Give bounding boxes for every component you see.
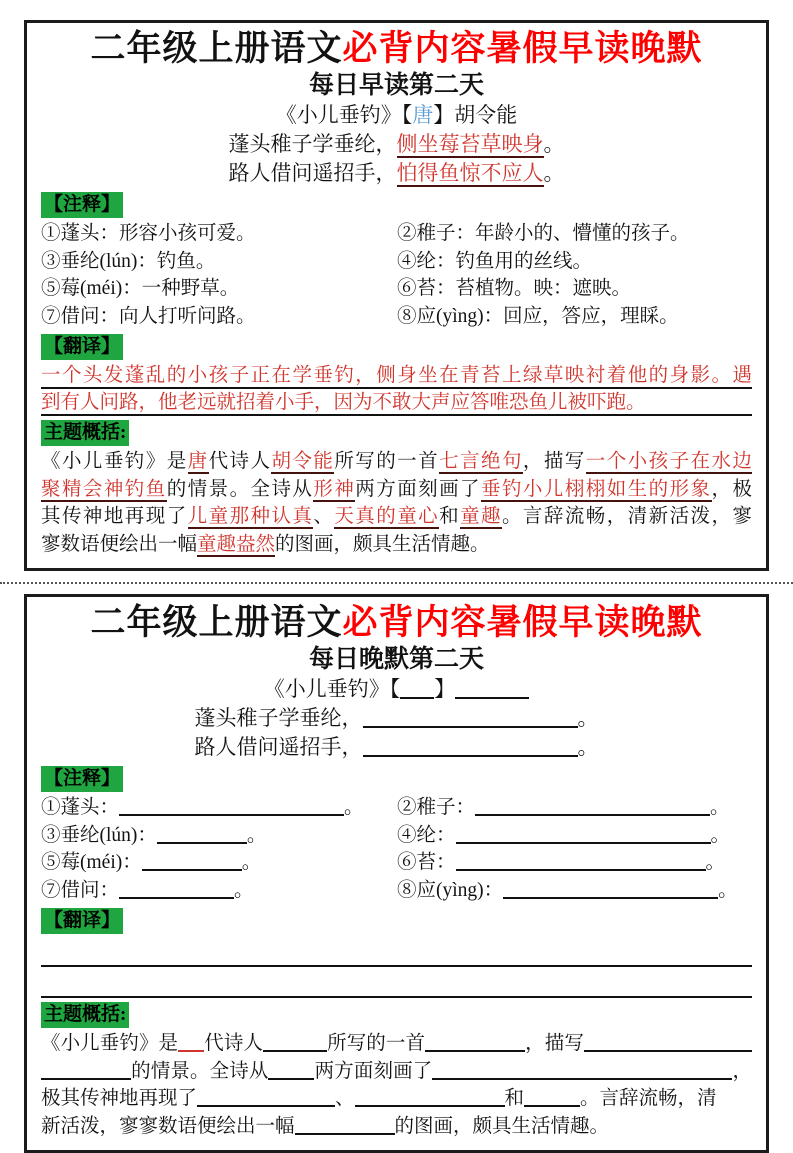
text-run: 。 xyxy=(577,735,599,759)
text-run: 。 xyxy=(718,879,738,901)
text-run: 其传神地再现了 xyxy=(41,506,188,527)
text-run: 新活泼，寥寥数语便绘出一幅 xyxy=(41,1115,295,1137)
text-run: 《小儿垂钓》【 xyxy=(263,677,401,701)
text-run: ， xyxy=(732,1060,752,1082)
fill-in-blank xyxy=(524,1090,580,1107)
fill-in-blank xyxy=(363,739,578,757)
text-run: 、 xyxy=(335,1088,355,1109)
text-run: 。 xyxy=(246,824,267,846)
note-item: ⑥苔：苔植物。映：遮映。 xyxy=(397,278,632,299)
theme-line xyxy=(41,1085,752,1113)
text-run: 路人借问遥招手， xyxy=(228,161,397,185)
notes-label: 【注释】 xyxy=(41,192,123,218)
fill-in-blank xyxy=(363,710,578,728)
notes-label: 【注释】 xyxy=(41,766,123,792)
fill-in-blank xyxy=(425,1035,525,1052)
answer-text: 童趣 xyxy=(460,506,502,527)
text-run: ⑥苔： xyxy=(397,852,456,873)
text-run: ⑤莓(méi)： xyxy=(41,852,142,873)
note-item: ②稚子：年龄小的、懵懂的孩子。 xyxy=(397,223,690,244)
text-run: ，极 xyxy=(711,478,752,500)
text-run: 。 xyxy=(543,132,565,156)
theme-line xyxy=(41,476,752,504)
note-item: ⑤莓(méi)：一种野草。 xyxy=(41,278,240,299)
fill-in-blank xyxy=(456,827,711,844)
answer-text: 形神 xyxy=(313,478,356,500)
note-item: ③垂纶(lún)：钓鱼。 xyxy=(41,250,216,272)
translation-text-line: 一个头发蓬乱的小孩子正在学垂钓，侧身坐在青苔上绿草映衬着他的身影。遇 xyxy=(41,362,752,389)
text-run: 。 xyxy=(705,852,726,873)
text-run: 《小儿垂钓》【 xyxy=(275,103,413,127)
text-run: 。 xyxy=(577,706,599,730)
note-item: ④纶：钓鱼用的丝线。 xyxy=(397,250,593,272)
morning-subtitle: 每日早读第二天 xyxy=(308,72,484,99)
text-run: 、 xyxy=(313,506,335,527)
translation-label: 【翻译】 xyxy=(41,334,123,360)
evening-dictation-section xyxy=(24,594,769,1153)
fill-in-blank xyxy=(400,681,434,699)
theme-line xyxy=(41,503,752,531)
text-run: ⑦借问： xyxy=(41,879,120,901)
text-run: 。 xyxy=(344,797,364,818)
page-title-red: 必背内容暑假早读晚默 xyxy=(342,603,703,642)
note-item xyxy=(397,849,752,877)
text-run: 代诗人 xyxy=(204,1033,264,1054)
fill-in-blank xyxy=(456,854,706,871)
text-run: 】胡令能 xyxy=(433,103,518,127)
text-run: ②稚子： xyxy=(397,797,476,818)
note-item xyxy=(41,849,397,877)
page-title-black: 二年级上册语文 xyxy=(90,29,343,68)
fill-in-blank xyxy=(263,1035,327,1052)
note-item xyxy=(397,822,752,850)
notes-grid xyxy=(41,220,752,330)
note-item xyxy=(41,794,397,822)
page-title xyxy=(41,601,752,645)
translation-blank-line xyxy=(41,967,752,998)
poem-line-2 xyxy=(41,733,752,762)
fill-in-blank xyxy=(475,799,710,816)
note-item xyxy=(397,794,752,822)
fill-in-blank xyxy=(295,1118,395,1135)
note-item: ⑧应(yìng)：回应，答应，理睬。 xyxy=(397,305,679,327)
text-run: ④纶： xyxy=(397,824,456,846)
answer-text: 一个小孩子在水边 xyxy=(585,451,752,472)
theme-line xyxy=(41,531,752,559)
translation-blank-line xyxy=(41,936,752,967)
poem-line-1 xyxy=(41,704,752,733)
fill-in-blank xyxy=(355,1090,505,1107)
translation-text-line: 到有人问路，他老远就招着小手，因为不敢大声应答唯恐鱼儿被吓跑。 xyxy=(41,389,752,416)
fill-in-blank xyxy=(432,1063,732,1080)
translation-label: 【翻译】 xyxy=(41,908,123,934)
text-run: 的情景。全诗从 xyxy=(166,478,314,500)
worksheet-page xyxy=(0,20,793,1142)
answer-text: 童趣盎然 xyxy=(197,533,276,555)
text-run: 。 xyxy=(543,161,565,185)
poem-line-1 xyxy=(41,130,752,159)
fill-in-blank xyxy=(119,799,344,816)
theme-label: 主题概括: xyxy=(41,1002,129,1028)
text-run: 的图画，颇具生活情趣。 xyxy=(275,533,490,555)
morning-reading-section xyxy=(24,20,769,571)
text-run: 的图画，颇具生活情趣。 xyxy=(394,1115,610,1137)
fill-in-blank xyxy=(157,827,247,844)
theme-line xyxy=(41,448,752,476)
text-run: 的情景。全诗从 xyxy=(131,1060,269,1082)
page-title-black: 二年级上册语文 xyxy=(90,603,343,642)
text-run: 。言辞流畅，清新活泼，寥 xyxy=(501,506,752,527)
text-run: 。言辞流畅，清 xyxy=(580,1088,717,1109)
text-run: 所写的一首 xyxy=(327,1033,426,1054)
theme-line xyxy=(41,1030,752,1058)
answer-text: 唐 xyxy=(187,451,209,472)
page-separator xyxy=(0,582,793,584)
dynasty-text: 唐 xyxy=(412,103,434,127)
answer-text: 胡令能 xyxy=(271,451,335,472)
text-run: 。 xyxy=(234,879,254,901)
page-title-red: 必背内容暑假早读晚默 xyxy=(342,29,703,68)
fill-in-blank xyxy=(455,681,529,699)
fill-in-blank xyxy=(503,882,718,899)
fill-in-blank xyxy=(268,1063,314,1080)
fill-in-blank xyxy=(41,1063,131,1080)
answer-text: 侧坐莓苔草映身 xyxy=(396,132,544,156)
text-run: 和 xyxy=(439,506,461,527)
text-run: ③垂纶(lún)： xyxy=(41,824,157,846)
text-run: 寥数语便绘出一幅 xyxy=(41,533,198,555)
evening-subtitle: 每日晚默第二天 xyxy=(308,646,484,673)
text-run: 代诗人 xyxy=(208,451,272,472)
text-run: 蓬头稚子学垂纶， xyxy=(228,132,397,156)
fill-in-blank xyxy=(584,1035,752,1052)
theme-line xyxy=(41,1058,752,1086)
note-item: ⑦借问：向人打听问路。 xyxy=(41,305,256,327)
text-run: 《小儿垂钓》是 xyxy=(41,1033,179,1054)
notes-grid xyxy=(41,794,752,904)
poem-title xyxy=(41,101,752,130)
note-item xyxy=(41,877,397,905)
answer-text: 怕得鱼惊不应人 xyxy=(396,161,544,185)
text-run: 两方面刻画了 xyxy=(314,1060,433,1082)
answer-text: 七言绝句 xyxy=(439,451,523,472)
answer-text: 聚精会神钓鱼 xyxy=(41,478,167,500)
text-run: ①蓬头： xyxy=(41,797,120,818)
text-run: 。 xyxy=(710,797,730,818)
fill-in-blank xyxy=(142,854,242,871)
text-run: 《小儿垂钓》是 xyxy=(41,451,188,472)
fill-in-blank xyxy=(197,1090,335,1107)
text-run: ，描写 xyxy=(522,451,586,472)
text-run: 。 xyxy=(241,852,262,873)
answer-text: 垂钓小儿栩栩如生的形象 xyxy=(481,478,712,500)
page-title xyxy=(41,27,752,71)
fill-in-blank xyxy=(178,1035,204,1052)
note-item xyxy=(41,822,397,850)
answer-text: 天真的童心 xyxy=(334,506,440,527)
text-run: 所写的一首 xyxy=(334,451,440,472)
theme-line xyxy=(41,1113,752,1141)
text-run: 蓬头稚子学垂纶， xyxy=(194,706,363,730)
text-run: 和 xyxy=(504,1088,525,1109)
text-run: 两方面刻画了 xyxy=(355,478,482,500)
note-item xyxy=(397,877,752,905)
note-item: ①蓬头：形容小孩可爱。 xyxy=(41,223,256,244)
answer-text: 儿童那种认真 xyxy=(187,506,314,527)
poem-title xyxy=(41,675,752,704)
text-run: 极其传神地再现了 xyxy=(41,1088,198,1109)
fill-in-blank xyxy=(119,882,234,899)
theme-label: 主题概括: xyxy=(41,420,129,446)
text-run: ⑧应(yìng)： xyxy=(397,879,504,901)
text-run: 】 xyxy=(434,677,456,701)
text-run: 。 xyxy=(710,824,731,846)
poem-line-2 xyxy=(41,159,752,188)
text-run: ，描写 xyxy=(525,1033,584,1054)
text-run: 路人借问遥招手， xyxy=(194,735,363,759)
